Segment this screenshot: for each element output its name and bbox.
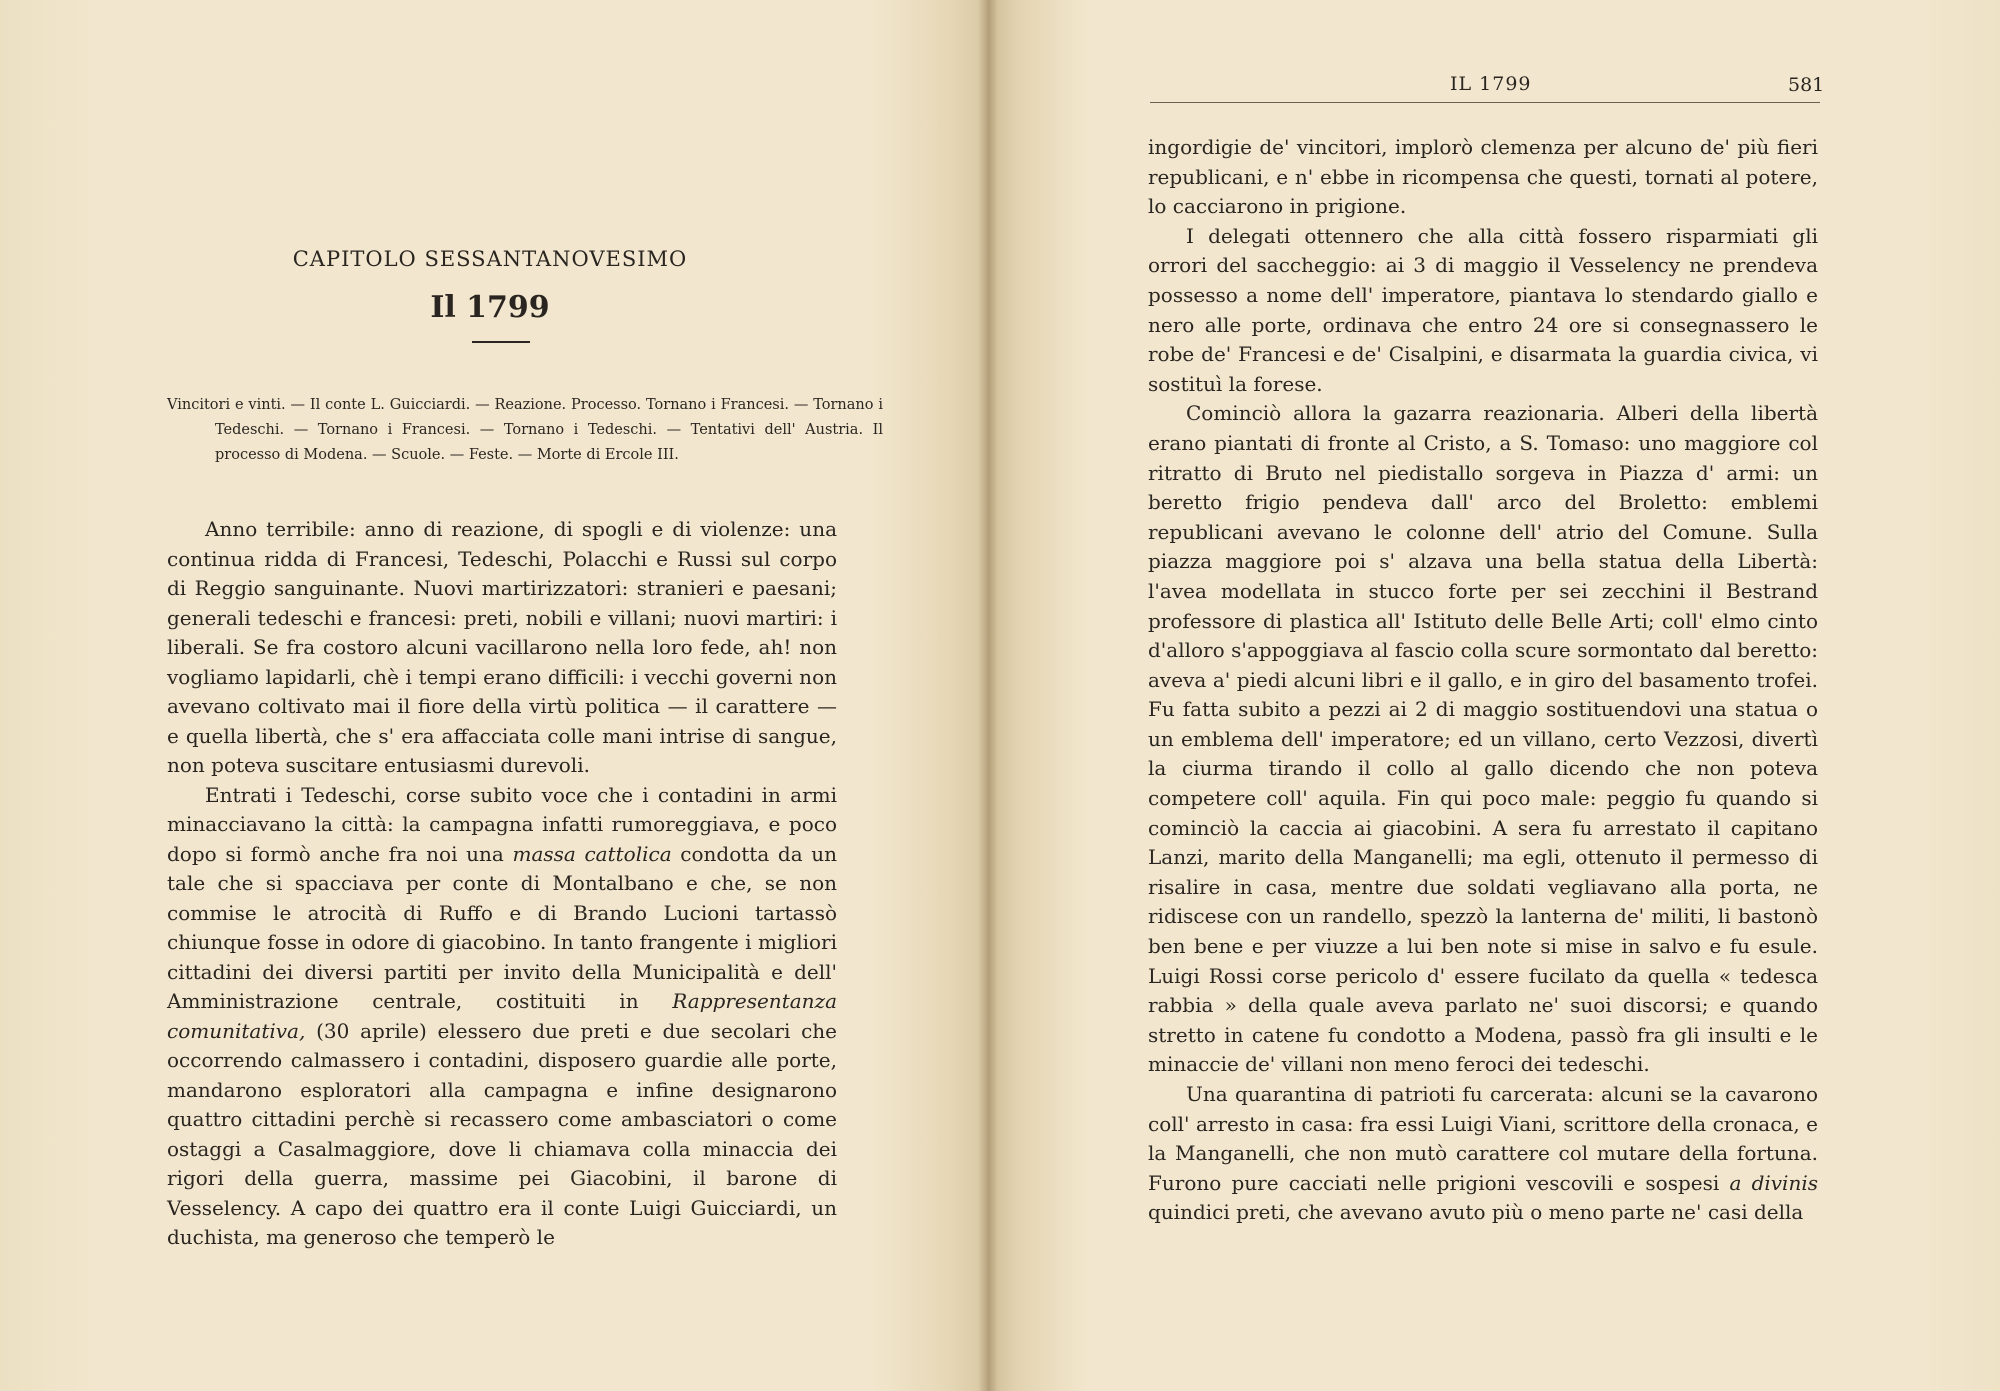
- left-paragraph-2-part-b: condotta da un tale che si spacciava per conte di Montalbano e che, se non commise le atrocità di Ruffo e di Brando Lucioni tartassò chiunque fosse in odore di giacobino. In tanto frangente i migliori cittadini dei diversi partiti per invito della Municipalità e dell' Amministrazione centrale, costituiti in: [167, 841, 838, 1013]
- left-body-text: [167, 515, 837, 1253]
- page-number: 581: [1788, 74, 1825, 96]
- book-gutter: [978, 0, 998, 1391]
- right-paragraph-3: Cominciò allora la gazarra reazionaria. Alberi della libertà erano piantati di fronte al Cristo, a S. Tomaso: uno maggiore col ritratto di Bruto nel piedistallo sorgeva in Piazza d' armi: un beretto frigio pendeva dall' arco del Broletto: emblemi republicani avevano le colonne dell' atrio del Comune. Sulla piazza maggiore poi s' alzava una bella statua della Libertà: l'avea modellata in stucco forte per sei zecchini il Bestrand professore di plastica all' Istituto delle Belle Arti; coll' elmo cinto d'alloro s'appoggiava al fascio colla scure sormontato dal beretto: aveva a' piedi alcuni libri e il gallo, e in giro del basamento trofei. Fu fatta subito a pezzi ai 2 di maggio sostituendovi una statua o un emblema dell' imperatore; ed un villano, certo Vezzosi, divertì la ciurma tirando il collo al gallo dicendo che non poteva competere coll' aquila. Fin qui poco male: peggio fu quando si cominciò la caccia ai giacobini. A sera fu arrestato il capitano Lanzi, marito della Manganelli; ma egli, ottenuto il permesso di risalire in casa, mentre due soldati vegliavano alla porta, ne ridiscese con un randello, spezzò la lanterna de' militi, li bastonò ben bene e per viuzze a lui ben note si mise in salvo e fu esule. Luigi Rossi corse pericolo d' essere fucilato da quella « tedesca rabbia » della quale aveva parlato ne' suoi discorsi; e quando stretto in catene fu condotto a Modena, passò fra gli insulti e le minaccie de' villani non meno feroci dei tedeschi.: [1148, 401, 1818, 1077]
- left-paragraph-2-part-c: (30 aprile) elessero due preti e due secolari che occorrendo calmassero i contadini, disposero guardie alle porte, mandarono esploratori alla campagna e infine designarono quattro cittadini perchè si recassero come ambasciatori o come ostaggi a Casalmaggiore, dove li chiamava colla minaccia dei rigori della guerra, massime pei Giacobini, il barone di Vesselency. A capo dei quattro era il conte Luigi Guicciardi, un duchista, ma generoso che temperò le: [167, 1018, 837, 1249]
- right-paragraph-4-part-b: quindici preti, che avevano avuto più o meno parte ne' casi della: [1148, 1200, 1804, 1225]
- left-paragraph-2-italic-1: massa cattolica: [512, 841, 672, 866]
- title-rule: [472, 341, 530, 343]
- left-paragraph-2: [167, 781, 837, 1253]
- left-paragraph-1: Anno terribile: anno di reazione, di spogli e di violenze: una continua ridda di Francesi, Tedeschi, Polacchi e Russi sul corpo di Reggio sanguinante. Nuovi martirizzatori: stranieri e paesani; generali tedeschi e francesi: preti, nobili e villani; nuovi martiri: i liberali. Se fra costoro alcuni vacillarono nella loro fede, ah! non vogliamo lapidarli, chè i tempi erano difficili: i vecchi governi non avevano coltivato mai il fiore della virtù politica — il carattere — e quella libertà, che s' era affacciata colle mani intrise di sangue, non poteva suscitare entusiasmi durevoli.: [167, 517, 837, 777]
- chapter-title: Il 1799: [430, 290, 550, 325]
- chapter-label: CAPITOLO SESSANTANOVESIMO: [292, 247, 688, 271]
- right-paragraph-4-part-a: Una quarantina di patrioti fu carcerata: alcuni se la cavarono coll' arresto in casa: fra essi Luigi Viani, scrittore della cronaca, e la Manganelli, che non mutò carattere col mutare della fortuna. Furono pure cacciati nelle prigioni vescovili e sospesi: [1148, 1082, 1818, 1195]
- chapter-summary: Vincitori e vinti. — Il conte L. Guicciardi. — Reazione. Processo. Tornano i Francesi. — Tornano i Tedeschi. — Tornano i Francesi. — Tornano i Tedeschi. — Tentativi dell' Austria. Il processo di Modena. — Scuole. — Feste. — Morte di Ercole III.: [167, 397, 883, 463]
- header-rule: [1150, 102, 1820, 103]
- running-head: IL 1799: [1450, 73, 1532, 95]
- right-paragraph-2: I delegati ottennero che alla città fossero risparmiati gli orrori del saccheggio: ai 3 di maggio il Vesselency ne prendeva possesso a nome dell' imperatore, piantava lo stendardo giallo e nero alle porte, ordinava che entro 24 ore si consegnassero le robe de' Francesi e de' Cisalpini, e disarmata la guardia civica, vi sostituì la forese.: [1148, 223, 1818, 396]
- right-paragraph-4-italic: a divinis: [1729, 1170, 1818, 1195]
- right-paragraph-4: [1148, 1080, 1818, 1228]
- left-paragraph-2-part-a: Entrati i Tedeschi, corse subito voce che i contadini in armi minacciavano la città: la campagna infatti rumoreggiava, e poco dopo si formò anche fra noi una: [167, 782, 837, 866]
- right-body-text: [1148, 133, 1818, 1228]
- left-paragraph-2-italic-2: Rappresentanza comunitativa,: [167, 989, 837, 1043]
- right-paragraph-1: ingordigie de' vincitori, implorò clemenza per alcuno de' più fieri republicani, e n' ebbe in ricompensa che questi, tornati al potere, lo cacciarono in prigione.: [1148, 135, 1818, 219]
